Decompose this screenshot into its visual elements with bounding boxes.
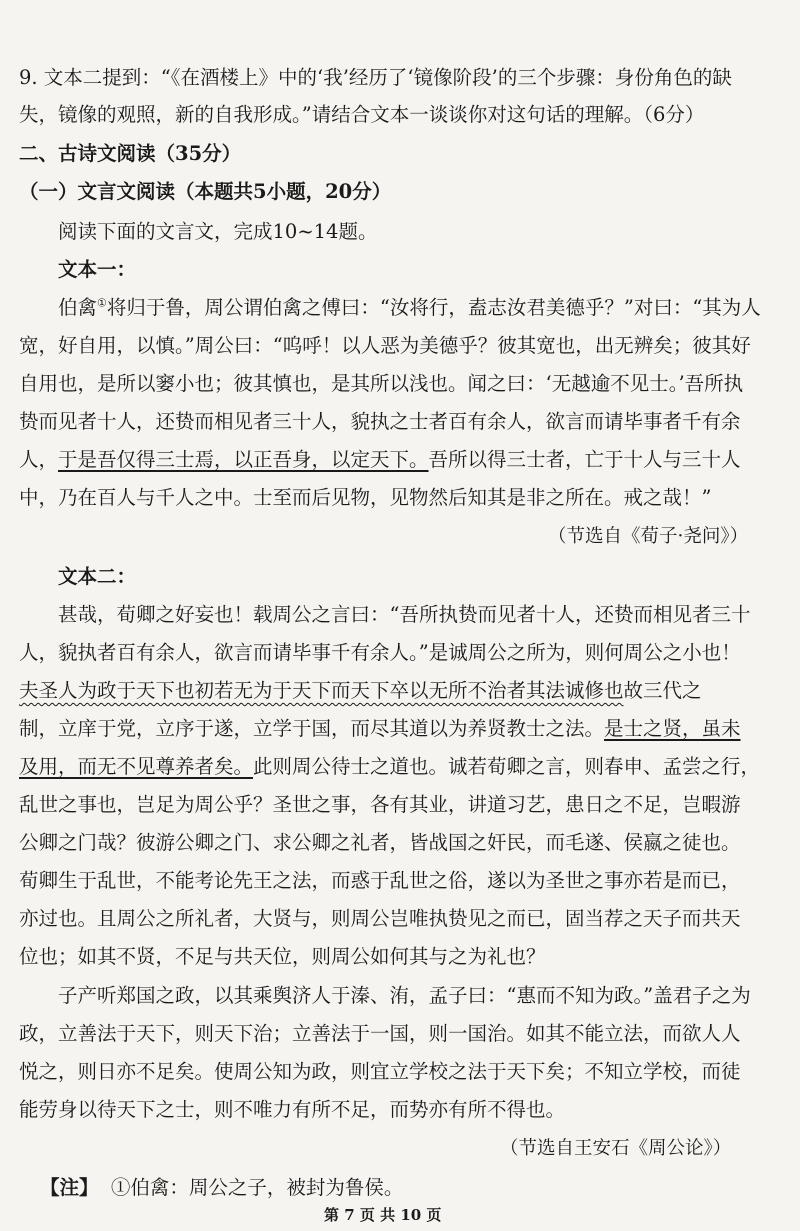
text-2-line-6: 乱世之事也，岂足为周公乎？圣世之事，各有其业，讲道习艺，患日之不足，岂暇游 xyxy=(19,793,741,816)
underlined-sentence-2-part-1: 是士之贤，虽未 xyxy=(604,717,741,740)
question-9-line-2: 失，镜像的观照，新的自我形成。”请结合文本一谈谈你对这句话的理解。（6分） xyxy=(19,103,705,126)
text-2-line-2: 人，貌执者百有余人，欲言而请毕事千有余人。”是诚周公之所为，则何周公之小也！ xyxy=(19,641,741,664)
text-2-line-3 xyxy=(19,677,702,705)
underlined-sentence-1: 于是吾仅得三士焉，以正吾身，以定天下。 xyxy=(58,448,429,471)
note-label: 【注】 xyxy=(40,1176,99,1199)
text-2-line-5 xyxy=(19,753,760,781)
footnote-marker: ① xyxy=(97,296,107,310)
text-2-line-11: 子产听郑国之政，以其乘舆济人于溱、洧，孟子曰：“惠而不知为政。”盖君子之为 xyxy=(58,984,751,1007)
text-2-line-9: 亦过也。且周公之所礼者，大贤与，则周公岂唯执贽见之而已，固当荐之天子而共天 xyxy=(19,907,741,930)
text-2-line-13: 悦之，则日亦不足矣。使周公知为政，则宜立学校之法于天下矣；不知立学校，而徒 xyxy=(19,1060,741,1083)
text-2-line-4-start: 制，立庠于党，立序于遂，立学于国，而尽其道以为养贤教士之法。 xyxy=(19,717,605,740)
text-1-line-2: 宽，好自用，以慎。”周公曰：“呜呼！以人恶为美德乎？彼其宽也，出无辨矣；彼其好 xyxy=(19,334,751,357)
reading-instruction: 阅读下面的文言文，完成10~14题。 xyxy=(58,220,378,243)
section-2-heading: 二、古诗文阅读（35分） xyxy=(19,142,242,165)
note-text: ①伯禽：周公之子，被封为鲁侯。 xyxy=(110,1176,404,1199)
text-2-line-10: 位也；如其不贤，不足与共天位，则周公如何其与之为礼也？ xyxy=(19,945,546,968)
text-1-source: （节选自《荀子·尧问》） xyxy=(548,526,749,547)
text-1-line-1 xyxy=(58,294,761,322)
text-2-line-4 xyxy=(19,715,741,743)
text-1-line-3: 自用也，是所以窭小也；彼其慎也，是其所以浅也。闻之曰：‘无越逾不见士。’吾所执 xyxy=(19,372,744,395)
text-2-line-14: 能劳身以待天下之士，则不唯力有所不足，而势亦有所不得也。 xyxy=(19,1098,566,1121)
text-2-line-7: 公卿之门哉？彼游公卿之门、求公卿之礼者，皆战国之奸民，而毛遂、侯嬴之徒也。 xyxy=(19,831,741,854)
text-2-line-3-rest: 故三代之 xyxy=(623,679,702,702)
text-1-line-6: 中，乃在百人与千人之中。士至而后见物，见物然后知其是非之所在。戒之哉！” xyxy=(19,486,712,509)
text-1-line-1-start: 伯禽 xyxy=(58,296,98,319)
text-1-line-5-rest: 吾所以得三士者，亡于十人与三十人 xyxy=(428,448,741,471)
text-1-line-4: 贽而见者十人，还贽而相见者三十人，貌执之士者百有余人，欲言而请毕事者千有余 xyxy=(19,410,741,433)
text-1-line-1-rest: 将归于鲁，周公谓伯禽之傅曰：“汝将行，盍志汝君美德乎？”对曰：“其为人 xyxy=(106,296,761,319)
text-2-line-1: 甚哉，荀卿之好妄也！载周公之言曰：“吾所执贽而见者十人，还贽而相见者三十 xyxy=(58,603,751,626)
wavy-underlined-sentence: 夫圣人为政于天下也初若无为于天下而天下卒以无所不治者其法诚修也 xyxy=(19,679,624,702)
text-1-line-5-start: 人， xyxy=(19,448,59,471)
text-1-line-5 xyxy=(19,446,741,474)
underlined-sentence-2-part-2: 及用，而无不见尊养者矣。 xyxy=(19,755,254,778)
text-1-label: 文本一： xyxy=(58,258,137,281)
question-9-line-1: 9. 文本二提到：“《在酒楼上》中的‘我’经历了‘镜像阶段’的三个步骤：身份角色的缺 xyxy=(19,66,732,89)
annotation-note xyxy=(40,1174,403,1202)
page-number-footer: 第 7 页 共 10 页 xyxy=(324,1206,442,1224)
text-2-label: 文本二： xyxy=(58,565,137,588)
text-2-source: （节选自王安石《周公论》） xyxy=(500,1138,732,1159)
text-2-line-8: 荀卿生于乱世，不能考论先王之法，而惑于乱世之俗，遂以为圣世之事亦若是而已， xyxy=(19,869,741,892)
text-2-line-12: 政，立善法于天下，则天下治；立善法于一国，则一国治。如其不能立法，而欲人人 xyxy=(19,1022,741,1045)
subsection-1-heading: （一）文言文阅读（本题共5小题，20分） xyxy=(19,180,392,203)
text-2-line-5-rest: 此则周公待士之道也。诚若荀卿之言，则春申、孟尝之行， xyxy=(253,755,761,778)
